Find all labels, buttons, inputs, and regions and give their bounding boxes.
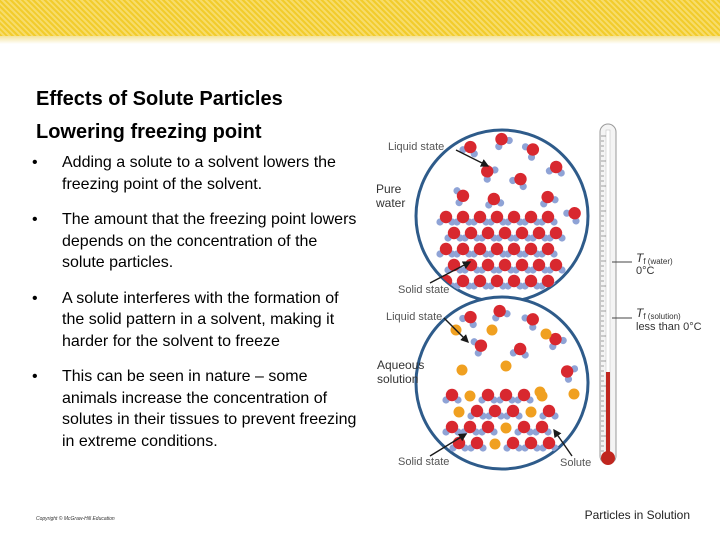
solute-particle [526,407,537,418]
copyright-notice: Copyright © McGraw-Hill Education [36,516,115,522]
bullet-text: The amount that the freezing point lowers depends on the concentration of the solute particles. [62,211,357,271]
thermometer-icon [600,124,616,465]
bullet-item [30,152,360,195]
liquid-state-label-bottom: Liquid state [386,311,443,323]
solute-particle [569,389,580,400]
bullet-item [30,209,360,274]
bullet-symbol: • [32,289,38,307]
solute-particle [501,361,512,372]
bullet-text: Adding a solute to a solvent lowers the freezing point of the solvent. [62,154,336,193]
slide-subtitle: Lowering freezing point [36,121,262,143]
bullet-symbol: • [32,368,38,385]
top-band-fade [0,36,720,44]
solute-particle [454,407,465,418]
tf-water-symbol: T [636,251,644,265]
bullet-list [30,152,360,466]
solute-label: Solute [560,457,592,469]
tf-solution-value: less than 0°C [636,321,702,333]
bullet-item [30,288,360,353]
solute-particle [537,391,548,402]
tf-water-value: 0°C [636,265,655,277]
tf-solution-subscript: f (solution) [643,312,681,321]
footer-title: Particles in Solution [584,508,690,522]
bullet-symbol: • [32,211,38,228]
slide-title: Effects of Solute Particles [36,88,283,110]
solute-particle [541,329,552,340]
bullet-symbol: • [32,154,38,171]
pure-water-label-2: water [376,196,406,210]
liquid-state-label-top: Liquid state [388,141,445,153]
solute-particle [490,439,501,450]
solute-particle [501,423,512,434]
solute-particle [487,325,498,336]
bullet-text: This can be seen in nature – some animals increase the concentration of solutes in their tissues to prevent freezing in extreme conditions. [62,368,357,450]
decorative-top-band [0,0,720,36]
tf-solution-symbol: T [636,306,644,320]
solute-particle [457,365,468,376]
solute-particle [465,391,476,402]
aqueous-label-1: Aqueous [377,358,425,372]
solid-state-label-top: Solid state [398,284,450,296]
tf-water-label [636,251,673,266]
solid-state-label-bottom: Solid state [398,456,450,468]
tf-water-subscript: f (water) [643,257,673,266]
bullet-item [30,366,360,452]
pure-water-label-1: Pure [376,182,402,196]
aqueous-label-2: solution [377,372,419,386]
tf-solution-label [636,306,681,321]
bullet-text: A solute interferes with the formation of the solid pattern in a solvent, making it harder for the solvent to freeze [62,289,339,350]
freezing-point-diagram [364,118,720,476]
